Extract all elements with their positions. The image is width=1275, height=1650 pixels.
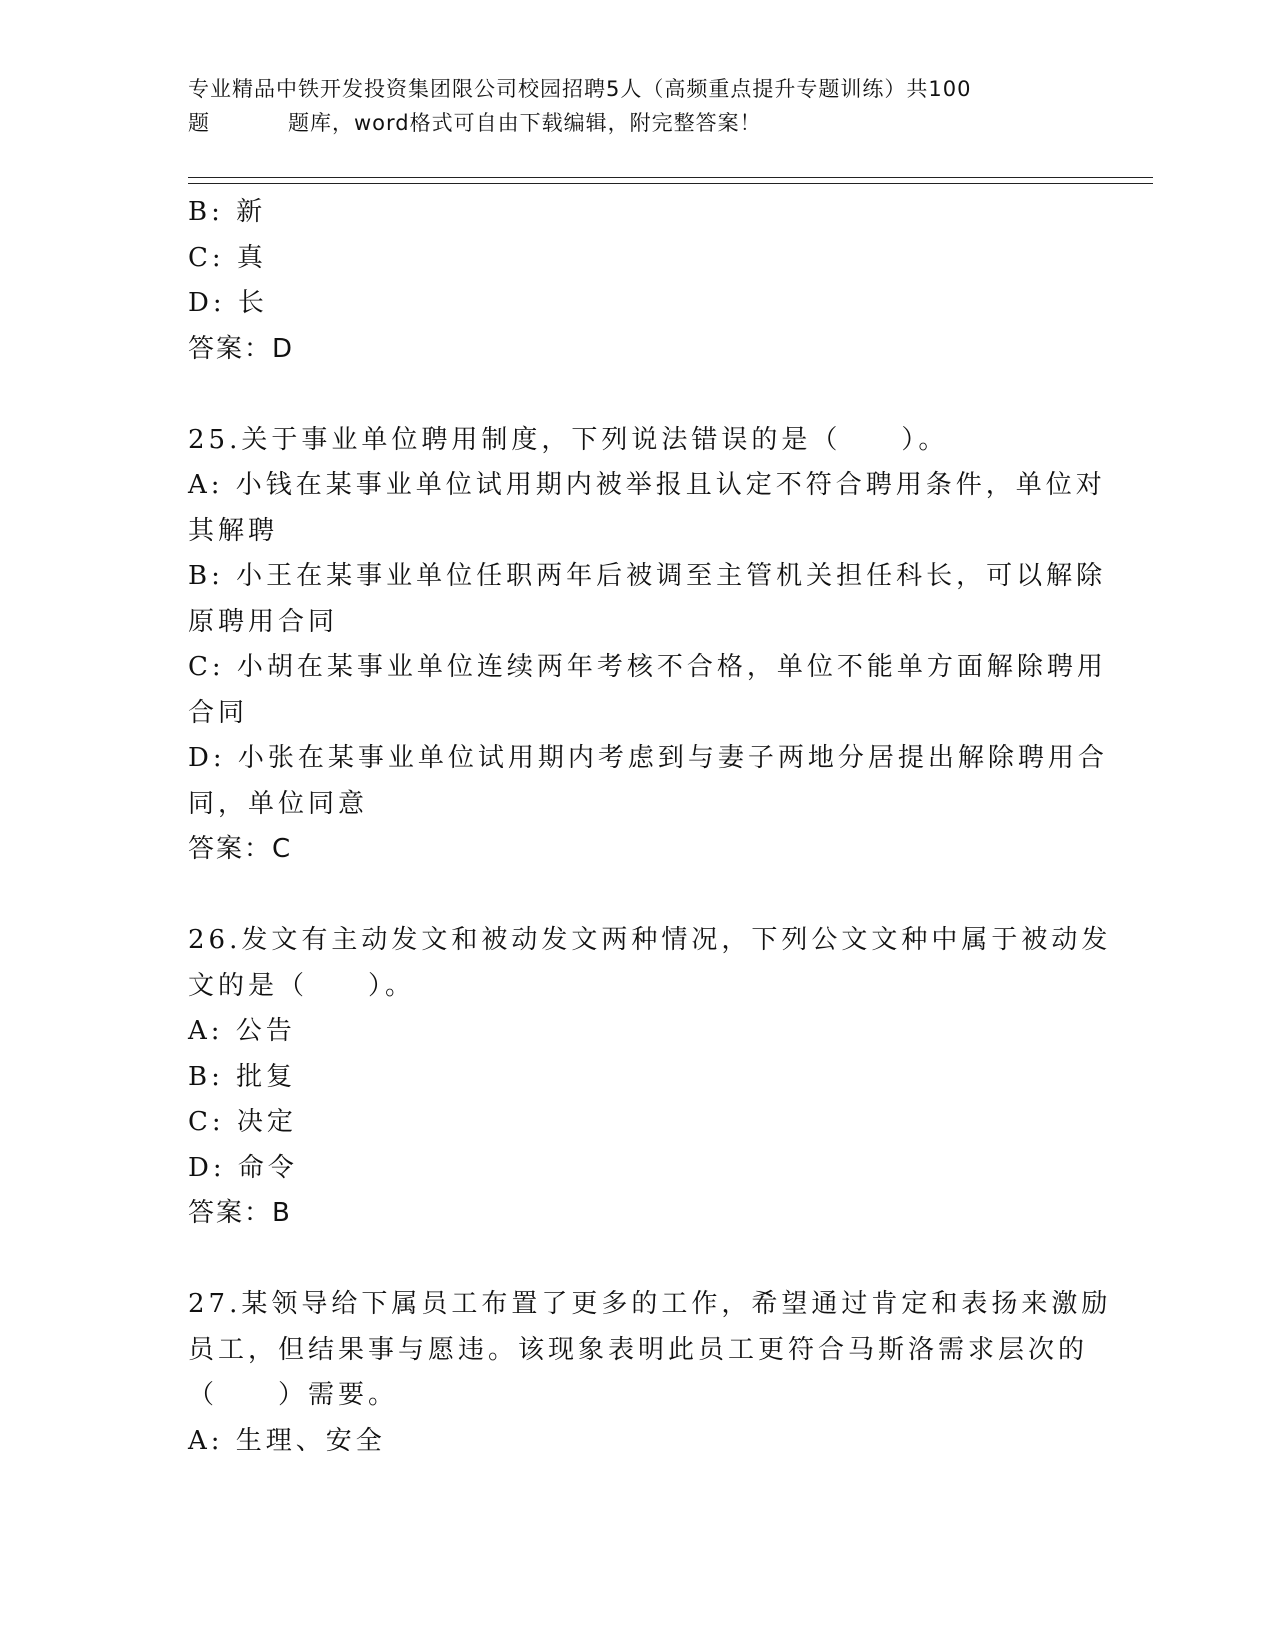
header-title-line2 — [188, 106, 1088, 140]
question-stem: 26.发文有主动发文和被动发文两种情况，下列公文文种中属于被动发 — [188, 925, 1112, 955]
option-a: A: 生理、安全 — [188, 1425, 386, 1456]
question-stem: 27.某领导给下属员工布置了更多的工作，希望通过肯定和表扬来激励 — [188, 1289, 1112, 1319]
question-stem-cont: 员工，但结果事与愿违。该现象表明此员工更符合马斯洛需求层次的 — [188, 1334, 1089, 1365]
option-a-cont: 其解聘 — [188, 515, 279, 546]
option-c: C: 小胡在某事业单位连续两年考核不合格，单位不能单方面解除聘用 — [188, 652, 1107, 682]
option-b: B: 小王在某事业单位任职两年后被调至主管机关担任科长，可以解除 — [188, 561, 1107, 591]
option-d: D: 命令 — [188, 1152, 298, 1183]
header-title-line1: 专业精品中铁开发投资集团限公司校园招聘5人（高频重点提升专题训练）共100 — [188, 77, 972, 101]
answer-line: 答案：C — [188, 834, 293, 864]
question-stem: 25.关于事业单位聘用制度，下列说法错误的是（ ）。 — [188, 424, 949, 455]
option-b: B: 新 — [188, 197, 267, 227]
spacer — [188, 873, 1068, 919]
document-body — [188, 190, 1112, 1464]
option-b-cont: 原聘用合同 — [188, 606, 339, 637]
question-27 — [188, 1282, 1112, 1464]
answer-line: 答案：D — [188, 333, 295, 364]
question-stem-cont: 文的是（ ）。 — [188, 970, 416, 1001]
option-a: A: 小钱在某事业单位试用期内被举报且认定不符合聘用条件，单位对 — [188, 470, 1106, 500]
question-25 — [188, 418, 1108, 873]
option-c-cont: 合同 — [188, 697, 249, 728]
header-divider-top — [188, 177, 1153, 178]
header-line2-prefix: 题 — [188, 111, 210, 135]
header-divider-bottom — [188, 183, 1153, 184]
option-c: C: 真 — [188, 242, 267, 273]
option-d-cont: 同，单位同意 — [188, 788, 369, 819]
spacer — [188, 372, 1068, 418]
question-26 — [188, 918, 1112, 1237]
option-a: A: 公告 — [188, 1016, 296, 1046]
document-header — [188, 72, 1088, 140]
question-stem-cont: （ ）需要。 — [188, 1380, 399, 1410]
spacer — [188, 1237, 1068, 1283]
option-d: D: 小张在某事业单位试用期内考虑到与妻子两地分居提出解除聘用合 — [188, 743, 1108, 773]
answer-line: 答案：B — [188, 1198, 292, 1228]
option-c: C: 决定 — [188, 1107, 297, 1137]
option-d: D: 长 — [188, 288, 268, 318]
option-b: B: 批复 — [188, 1061, 297, 1092]
header-line2-text: 题库，word格式可自由下载编辑，附完整答案！ — [288, 111, 762, 135]
